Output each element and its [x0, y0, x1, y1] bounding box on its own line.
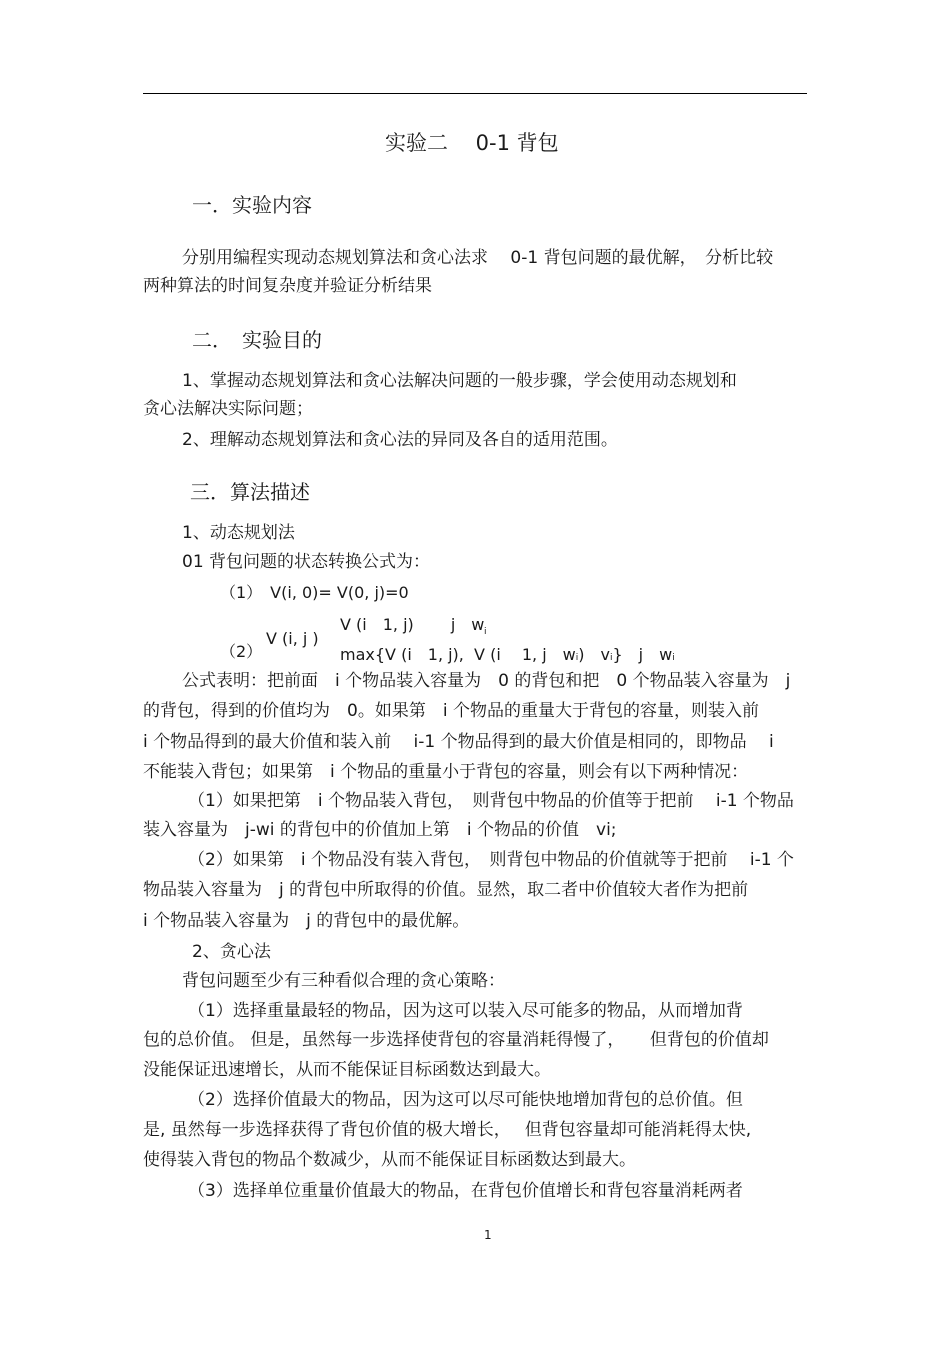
- paragraph-line: 1、掌握动态规划算法和贪心法解决问题的一般步骤，学会使用动态规划和: [182, 371, 737, 391]
- paragraph-line: （2）选择价值最大的物品，因为这可以尽可能快地增加背包的总价值。但: [188, 1090, 743, 1110]
- formula-intro: 01 背包问题的状态转换公式为：: [182, 552, 431, 572]
- formula-2-lhs: V (i, j ): [266, 629, 319, 648]
- paragraph-line: i 个物品得到的最大价值和装入前 i-1 个物品得到的最大价值是相同的，即物品 i: [143, 732, 774, 752]
- paragraph-line: 两种算法的时间复杂度并验证分析结果: [143, 276, 432, 296]
- section-heading-1: 一．实验内容: [192, 193, 312, 217]
- paragraph-line: （1）选择重量最轻的物品，因为这可以装入尽可能多的物品，从而增加背: [188, 1001, 743, 1021]
- document-title: 实验二 0-1 背包: [385, 131, 559, 155]
- paragraph-line: 2、理解动态规划算法和贪心法的异同及各自的适用范围。: [182, 430, 618, 450]
- section-heading-3: 三．算法描述: [190, 480, 310, 504]
- formula-2-label: （2）: [220, 642, 263, 661]
- formula-1: （1） V(i, 0)= V(0, j)=0: [220, 583, 409, 602]
- paragraph-line: 的背包，得到的价值均为 0。如果第 i 个物品的重量大于背包的容量，则装入前: [143, 701, 759, 721]
- paragraph-line: （2）如果第 i 个物品没有装入背包， 则背包中物品的价值就等于把前 i-1 个: [188, 850, 794, 870]
- paragraph-line: 背包问题至少有三种看似合理的贪心策略：: [182, 971, 505, 991]
- header-rule: [143, 93, 807, 94]
- paragraph-line: 物品装入容量为 j 的背包中所取得的价值。显然，取二者中价值较大者作为把前: [143, 880, 749, 900]
- formula-2-bottom: max{V (i 1, j), V (i 1, j wi) vi} j wi: [340, 645, 675, 664]
- page-number: 1: [484, 1228, 492, 1242]
- paragraph-line: 分别用编程实现动态规划算法和贪心法求 0-1 背包问题的最优解， 分析比较: [182, 248, 774, 268]
- paragraph-line: i 个物品装入容量为 j 的背包中的最优解。: [143, 911, 470, 931]
- formula-subscript: i: [484, 627, 487, 637]
- paragraph-line: 装入容量为 j-wi 的背包中的价值加上第 i 个物品的价值 vi;: [143, 820, 617, 840]
- paragraph-line: 包的总价值。 但是，虽然每一步选择使背包的容量消耗得慢了， 但背包的价值却: [143, 1030, 769, 1050]
- section-heading-2: 二． 实验目的: [192, 328, 322, 352]
- subsection-heading-greedy: 2、贪心法: [192, 942, 271, 962]
- paragraph-line: 使得装入背包的物品个数减少，从而不能保证目标函数达到最大。: [143, 1150, 636, 1170]
- paragraph-line: （3）选择单位重量价值最大的物品，在背包价值增长和背包容量消耗两者: [188, 1181, 743, 1201]
- paragraph-line: 不能装入背包；如果第 i 个物品的重量小于背包的容量，则会有以下两种情况：: [143, 762, 749, 782]
- paragraph-line: （1）如果把第 i 个物品装入背包， 则背包中物品的价值等于把前 i-1 个物品: [188, 791, 794, 811]
- paragraph-line: 是, 虽然每一步选择获得了背包价值的极大增长， 但背包容量却可能消耗得太快,: [143, 1120, 752, 1140]
- paragraph-line: 没能保证迅速增长，从而不能保证目标函数达到最大。: [143, 1060, 551, 1080]
- paragraph-line: 公式表明：把前面 i 个物品装入容量为 0 的背包和把 0 个物品装入容量为 j: [182, 671, 791, 691]
- formula-2-top: V (i 1, j) j w: [340, 615, 485, 634]
- subsection-heading-dp: 1、动态规划法: [182, 523, 295, 543]
- paragraph-line: 贪心法解决实际问题；: [143, 399, 313, 419]
